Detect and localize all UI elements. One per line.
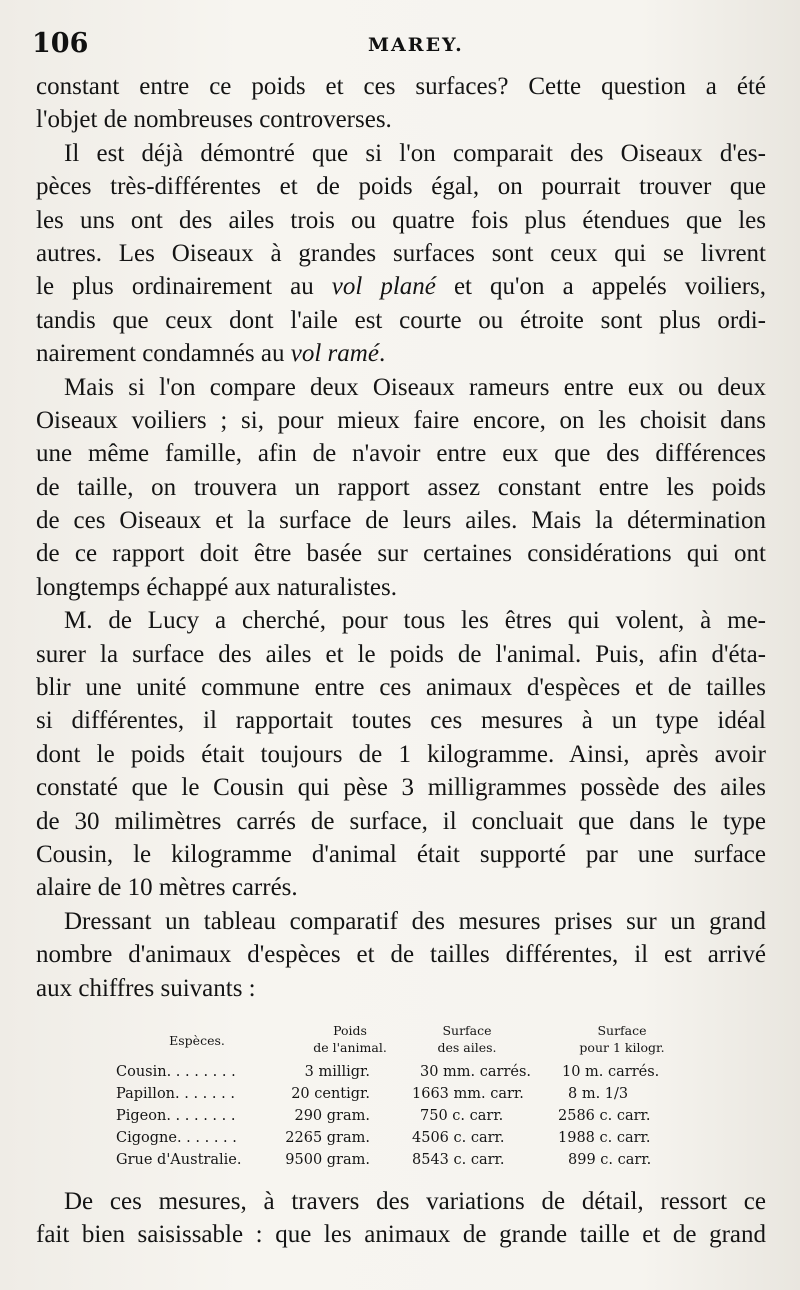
cell-surface: 750 c. carr. [420, 1108, 504, 1124]
cell-weight: 9500 gram. [285, 1152, 370, 1168]
table-row [112, 1086, 712, 1108]
italic-term: vol ramé [290, 340, 379, 368]
text-line: Il est déjà démontré que si l'on comparait des Oiseaux d'es- [64, 139, 766, 167]
text-line: tandis que ceux dont l'aile est courte ou étroite sont plus ordi- [36, 306, 766, 334]
paragraph [36, 905, 766, 1005]
table-row [112, 1064, 712, 1086]
text-line: blir une unité commune entre ces animaux d'espèces et de tailles [36, 674, 766, 702]
header-text: des ailes. [437, 1040, 497, 1055]
text-line: de ces Oiseaux et la surface de leurs ailes. Mais la détermination [36, 507, 766, 535]
paragraph [36, 70, 766, 137]
text-line: les uns ont des ailes trois ou quatre fois plus étendues que les [36, 206, 766, 234]
cell-species: Cousin. . . . . . . . [116, 1064, 236, 1080]
page-header [30, 22, 778, 66]
text-line: De ces mesures, à travers des variations de détail, ressort ce [64, 1188, 766, 1215]
text-line: de taille, on trouvera un rapport assez constant entre les poids [36, 473, 766, 501]
text-line: dont le poids était toujours de 1 kilogramme. Ainsi, après avoir [36, 740, 766, 768]
text-line: constaté que le Cousin qui pèse 3 milligrammes possède des ailes [36, 774, 766, 802]
cell-species: Cigogne. . . . . . . [116, 1130, 237, 1146]
text-line: une même famille, afin de n'avoir entre eux que des différences [36, 440, 766, 468]
page-number: 106 [32, 28, 89, 59]
cell-per-kg: 8 m. 1/3 [568, 1086, 629, 1102]
table-row [112, 1130, 712, 1152]
text-line: autres. Les Oiseaux à grandes surfaces sont ceux qui se livrent [36, 239, 766, 267]
text-line: constant entre ce poids et ces surfaces? Cette question a été [36, 73, 766, 100]
text-line: surer la surface des ailes et le poids de l'animal. Puis, afin d'éta- [36, 640, 766, 668]
column-header-weight [290, 1022, 410, 1056]
cell-weight: 3 milligr. [304, 1064, 370, 1080]
header-text: Surface [442, 1023, 492, 1038]
cell-per-kg: 899 c. carr. [568, 1152, 652, 1168]
header-text: Poids [333, 1023, 367, 1038]
text-line: M. de Lucy a cherché, pour tous les êtres qui volent, à me- [64, 607, 766, 635]
paragraph [36, 137, 766, 371]
cell-surface: 4506 c. carr. [412, 1130, 505, 1146]
running-title: MAREY. [368, 34, 464, 56]
cell-surface: 30 mm. carrés. [420, 1064, 532, 1080]
header-text: de l'animal. [313, 1040, 387, 1055]
text-line: fait bien saisissable : que les animaux de grande taille et de grand [36, 1221, 766, 1249]
text-line: si différentes, il rapportait toutes ces mesures à un type idéal [36, 707, 766, 735]
text-line: de 30 milimètres carrés de surface, il concluait que dans le type [36, 807, 766, 835]
header-text: pour 1 kilogr. [579, 1040, 665, 1055]
text-line: l'objet de nombreuses controverses. [36, 106, 392, 134]
cell-species: Grue d'Australie. [116, 1152, 242, 1168]
paragraph [36, 371, 766, 605]
column-header-surface [412, 1022, 522, 1056]
column-header-species [152, 1032, 242, 1049]
text-line: le plus ordinairement au vol plané et qu'on a appelés voiliers, [36, 273, 766, 301]
table-row [112, 1152, 712, 1174]
cell-surface: 1663 mm. carr. [412, 1086, 524, 1102]
closing-paragraph [36, 1185, 766, 1252]
paragraph [36, 604, 766, 905]
text-line: pèces très-différentes et de poids égal, on pourrait trouver que [36, 173, 766, 201]
italic-term: vol plané [331, 273, 436, 301]
cell-per-kg: 1988 c. carr. [558, 1130, 651, 1146]
text-line: Cousin, le kilogramme d'animal était supporté par une surface [36, 840, 766, 868]
text-line: Dressant un tableau comparatif des mesures prises sur un grand [64, 907, 766, 935]
cell-weight: 20 centigr. [291, 1086, 370, 1102]
text-line: Mais si l'on compare deux Oiseaux rameurs entre eux ou deux [64, 373, 766, 401]
text-line: alaire de 10 mètres carrés. [36, 874, 298, 902]
header-text: Surface [597, 1023, 647, 1038]
cell-species: Papillon. . . . . . . [116, 1086, 235, 1102]
cell-species: Pigeon. . . . . . . . [116, 1108, 236, 1124]
cell-weight: 2265 gram. [285, 1130, 370, 1146]
cell-weight: 290 gram. [294, 1108, 370, 1124]
cell-per-kg: 2586 c. carr. [558, 1108, 651, 1124]
table-row [112, 1108, 712, 1130]
text-line: aux chiffres suivants : [36, 974, 256, 1002]
body-text [36, 70, 766, 1005]
text-line: de ce rapport doit être basée sur certaines considérations qui ont [36, 540, 766, 568]
text-line: nombre d'animaux d'espèces et de tailles différentes, il est arrivé [36, 941, 766, 969]
text-line: Oiseaux voiliers ; si, pour mieux faire encore, on les choisit dans [36, 406, 766, 434]
column-header-per-kg [557, 1022, 687, 1056]
text-line: longtemps échappé aux naturalistes. [36, 573, 397, 601]
header-text: Espèces. [169, 1033, 225, 1048]
cell-per-kg: 10 m. carrés. [562, 1064, 660, 1080]
text-line: nairement condamnés au vol ramé. [36, 340, 386, 368]
cell-surface: 8543 c. carr. [412, 1152, 505, 1168]
